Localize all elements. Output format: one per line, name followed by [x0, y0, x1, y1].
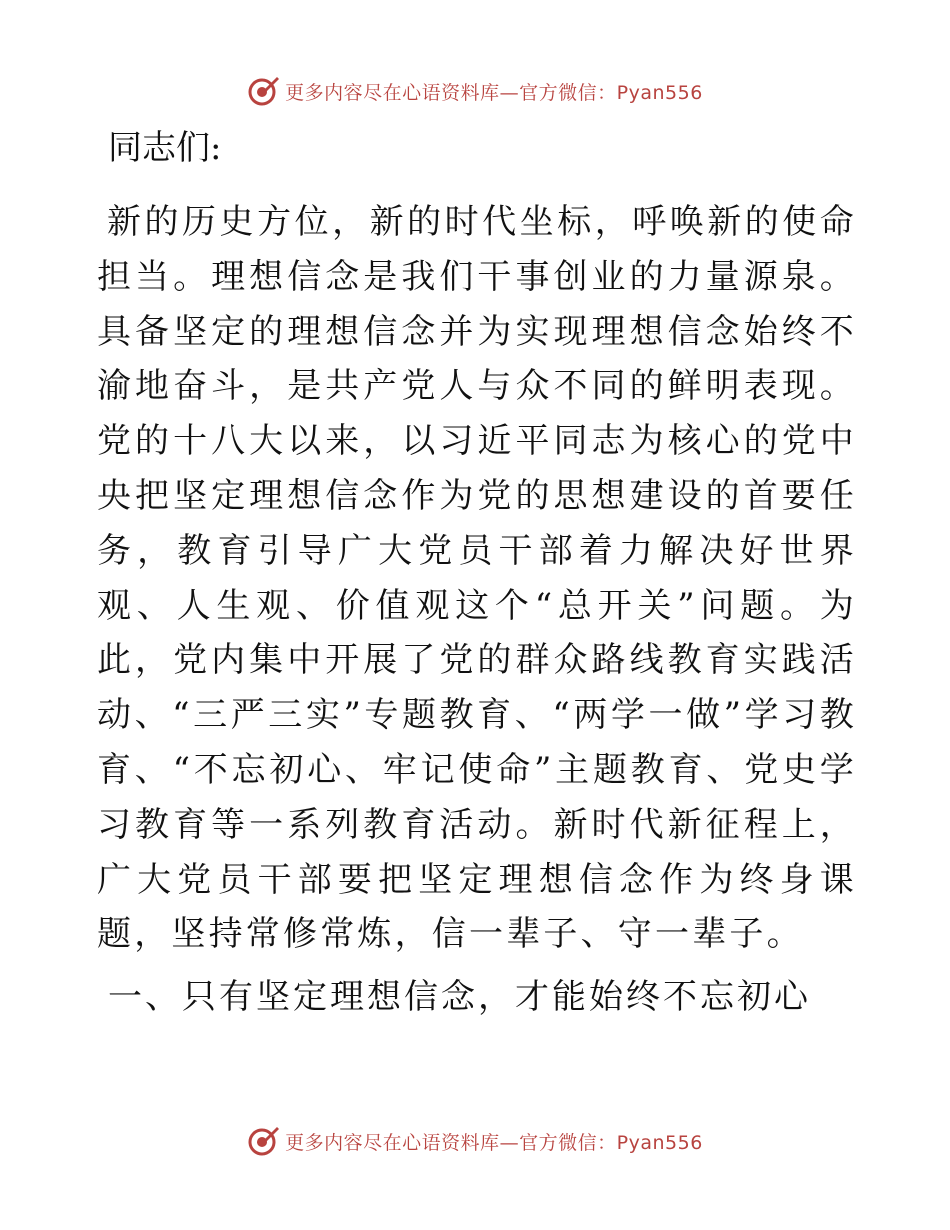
header-watermark	[0, 71, 950, 111]
section-heading: 一、只有坚定理想信念，才能始终不忘初心	[108, 977, 811, 1017]
pen-logo-icon	[247, 74, 281, 108]
footer-watermark	[0, 1121, 950, 1161]
pen-logo-icon	[247, 1124, 281, 1158]
body-paragraph: 新的历史方位，新的时代坐标，呼唤新的使命担当。理想信念是我们干事创业的力量源泉。具备坚定的理想信念并为实现理想信念始终不渝地奋斗，是共产党人与众不同的鲜明表现。党的十八大以来，以习近平同志为核心的党中央把坚定理想信念作为党的思想建设的首要任务，教育引导广大党员干部着力解决好世界观、人生观、价值观这个“总开关”问题。为此，党内集中开展了党的群众路线教育实践活动、“三严三实”专题教育、“两学一做”学习教育、“不忘初心、牢记使命”主题教育、党史学习教育等一系列教育活动。新时代新征程上，广大党员干部要把坚定理想信念作为终身课题，坚持常修常炼，信一辈子、守一辈子。	[97, 202, 857, 955]
watermark-text: 更多内容尽在心语资料库—官方微信：Pyan556	[285, 81, 703, 104]
watermark-wechat-id: Pyan556	[616, 1131, 703, 1154]
salutation: 同志们:	[108, 128, 222, 168]
watermark-text: 更多内容尽在心语资料库—官方微信：Pyan556	[285, 1131, 703, 1154]
watermark-wechat-id: Pyan556	[616, 81, 703, 104]
